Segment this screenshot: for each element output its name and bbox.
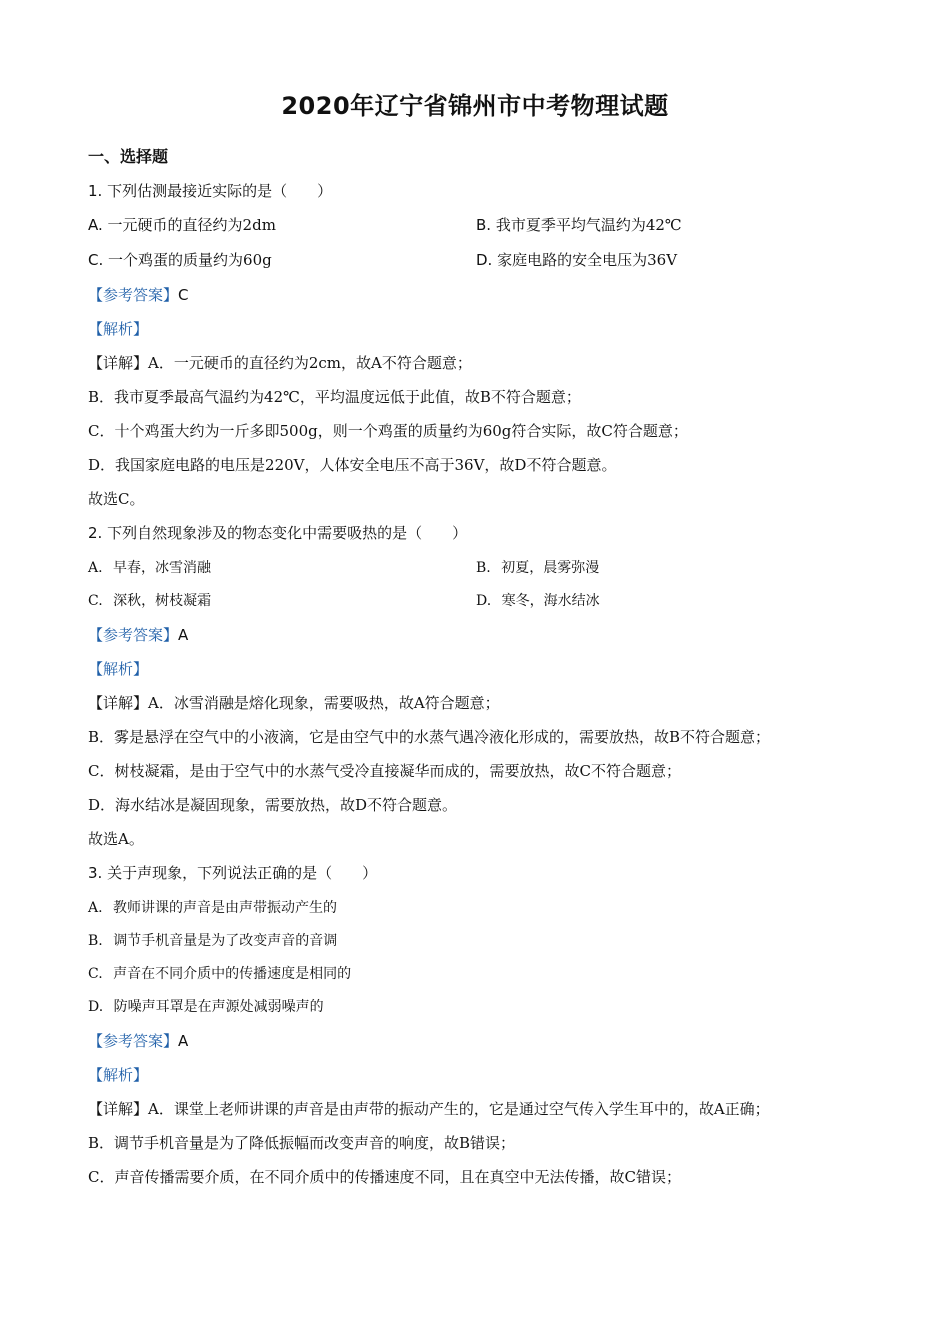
option-text: 早春，冰雪消融 <box>113 560 212 576</box>
q1-analysis-label: 【解析】 <box>88 320 149 338</box>
option-letter: B. <box>476 560 491 576</box>
answer-value: C <box>178 286 189 304</box>
question-number: 1. <box>88 182 103 200</box>
option-letter: C. <box>88 966 103 982</box>
q1-detail-a <box>88 353 472 373</box>
answer-label: 【参考答案】 <box>88 1032 179 1050</box>
option-text: 寒冬，海水结冰 <box>501 593 600 609</box>
option-letter: A. <box>88 560 103 576</box>
q2-detail-b: B．雾是悬浮在空气中的小液滴，它是由空气中的水蒸气遇冷液化形成的，需要放热，故B不符合题意； <box>88 728 771 746</box>
q2-option-b <box>476 558 599 578</box>
answer-value: A <box>178 626 189 644</box>
section-heading: 一、选择题 <box>88 147 169 166</box>
q2-option-a <box>88 558 211 578</box>
option-text: 声音在不同介质中的传播速度是相同的 <box>113 966 352 982</box>
q2-option-c <box>88 591 211 611</box>
question-text: 下列自然现象涉及的物态变化中需要吸热的是（ ） <box>107 524 468 542</box>
q1-conclusion: 故选C。 <box>88 490 145 508</box>
option-text: 一个鸡蛋的质量约为60g <box>108 251 272 269</box>
option-letter: B. <box>476 216 492 234</box>
q3-option-d <box>88 997 324 1017</box>
question-3-stem <box>88 863 377 883</box>
answer-label: 【参考答案】 <box>88 286 179 304</box>
detail-label: 【详解】 <box>88 354 149 372</box>
q3-option-c <box>88 964 351 984</box>
detail-text: A．课堂上老师讲课的声音是由声带的振动产生的，它是通过空气传入学生耳中的，故A正确； <box>148 1100 770 1118</box>
q3-option-b <box>88 931 337 951</box>
question-2-stem <box>88 523 467 543</box>
q3-analysis-label: 【解析】 <box>88 1066 149 1084</box>
q1-option-d <box>476 250 677 270</box>
q2-analysis-label: 【解析】 <box>88 660 149 678</box>
q3-detail-b: B．调节手机音量是为了降低振幅而改变声音的响度，故B错误； <box>88 1134 516 1152</box>
q3-detail-a <box>88 1099 770 1119</box>
q3-answer <box>88 1031 188 1051</box>
option-text: 调节手机音量是为了改变声音的音调 <box>113 933 338 949</box>
option-text: 一元硬币的直径约为2dm <box>107 216 276 234</box>
q2-detail-d: D．海水结冰是凝固现象，需要放热，故D不符合题意。 <box>88 796 458 814</box>
question-1-stem <box>88 181 332 201</box>
q2-detail-a <box>88 693 500 713</box>
option-letter: D. <box>88 999 104 1015</box>
q1-detail-d: D．我国家庭电路的电压是220V，人体安全电压不高于36V，故D不符合题意。 <box>88 456 617 474</box>
page-title: 2020年辽宁省锦州市中考物理试题 <box>281 92 669 120</box>
q2-answer <box>88 625 188 645</box>
option-text: 深秋，树枝凝霜 <box>113 593 212 609</box>
q2-conclusion: 故选A。 <box>88 830 144 848</box>
option-letter: B. <box>88 933 103 949</box>
detail-label: 【详解】 <box>88 694 149 712</box>
q1-option-c <box>88 250 272 270</box>
option-letter: A. <box>88 216 103 234</box>
option-letter: A. <box>88 900 103 916</box>
option-text: 初夏，晨雾弥漫 <box>501 560 600 576</box>
option-text: 防噪声耳罩是在声源处减弱噪声的 <box>113 999 324 1015</box>
question-text: 下列估测最接近实际的是（ ） <box>107 182 333 200</box>
q1-option-b <box>476 215 682 235</box>
q2-detail-c: C．树枝凝霜，是由于空气中的水蒸气受冷直接凝华而成的，需要放热，故C不符合题意； <box>88 762 681 780</box>
question-number: 2. <box>88 524 103 542</box>
detail-text: A．冰雪消融是熔化现象，需要吸热，故A符合题意； <box>148 694 500 712</box>
question-number: 3. <box>88 864 103 882</box>
option-letter: D. <box>476 251 493 269</box>
q1-detail-b: B．我市夏季最高气温约为42℃，平均温度远低于此值，故B不符合题意； <box>88 388 581 406</box>
detail-text: A．一元硬币的直径约为2cm，故A不符合题意； <box>148 354 472 372</box>
answer-value: A <box>178 1032 189 1050</box>
question-text: 关于声现象，下列说法正确的是（ ） <box>107 864 378 882</box>
detail-label: 【详解】 <box>88 1100 149 1118</box>
answer-label: 【参考答案】 <box>88 626 179 644</box>
option-letter: C. <box>88 251 104 269</box>
option-text: 我市夏季平均气温约为42℃ <box>495 216 682 234</box>
option-letter: C. <box>88 593 103 609</box>
option-text: 家庭电路的安全电压为36V <box>497 251 678 269</box>
q1-detail-c: C．十个鸡蛋大约为一斤多即500g，则一个鸡蛋的质量约为60g符合实际，故C符合题意； <box>88 422 688 440</box>
q2-option-d <box>476 591 600 611</box>
q1-option-a <box>88 215 276 235</box>
option-letter: D. <box>476 593 492 609</box>
option-text: 教师讲课的声音是由声带振动产生的 <box>113 900 338 916</box>
q3-option-a <box>88 898 337 918</box>
q3-detail-c: C．声音传播需要介质，在不同介质中的传播速度不同，且在真空中无法传播，故C错误； <box>88 1168 681 1186</box>
q1-answer <box>88 285 189 305</box>
